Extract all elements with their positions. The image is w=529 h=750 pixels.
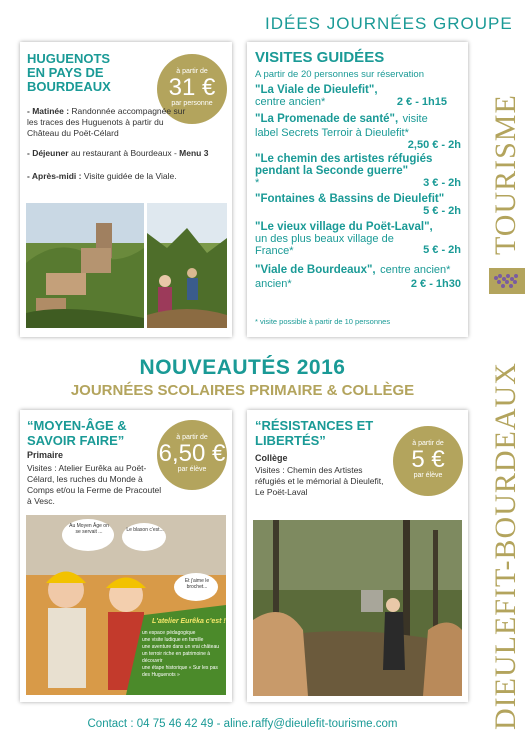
- brand-vertical-text: DIEULEFIT-BOURDEAUX: [489, 362, 522, 730]
- visites-subtitle: A partir de 20 personnes sur réservation: [255, 69, 424, 80]
- morning-bullet: - Matinée : Randonnée accompagnée sur les traces des Huguenots à partir du Château du Poët-Célard: [27, 106, 186, 138]
- visites-card: [247, 42, 468, 337]
- nouveautes-title: NOUVEAUTÉS 2016: [139, 356, 346, 379]
- huguenots-price-badge: à partir de 31 € par personne: [157, 54, 227, 124]
- huguenots-card: [20, 42, 232, 337]
- visit-item: "La Viale de Dieulefit", centre ancien* 2 € - 1h15: [255, 84, 447, 108]
- page-header-title: IDÉES JOURNÉES GROUPE: [265, 14, 513, 33]
- visites-footnote: * visite possible à partir de 10 personnes: [255, 317, 391, 326]
- hikers-photo: [147, 203, 227, 328]
- visit-item: "Le vieux village du Poët-Laval", un des plus beaux village de France* 5 € - 2h: [255, 221, 461, 257]
- eureka-panel-list: un espace pédagogique une visite ludique en famille une aventure dans un vrai château un terroir riche en patrimoine à découvrir une étape historique « Sur les pas des Huguenots »: [142, 630, 219, 678]
- visit-item: "La Promenade de santé", visite label Secrets Terroir à Dieulefit* 2,50 € - 2h: [255, 113, 461, 151]
- visit-item: "Le chemin des artistes réfugiés pendant la Seconde guerre" * 3 € - 2h: [255, 153, 461, 189]
- lavender-logo: [489, 268, 525, 304]
- visites-title: VISITES GUIDÉES: [255, 49, 385, 66]
- eureka-panel-title: L'atelier Eurêka c'est !: [152, 618, 226, 625]
- moyenage-title: “MOYEN-ÂGE & SAVOIR FAIRE”: [27, 418, 127, 448]
- lavender-icon: [489, 268, 525, 304]
- moyenage-level: Primaire: [27, 450, 64, 460]
- resistances-level: Collège: [255, 453, 288, 463]
- visites-list: [255, 84, 461, 290]
- nouveautes-subtitle: JOURNÉES SCOLAIRES PRIMAIRE & COLLÈGE: [70, 382, 415, 399]
- village-photo: [26, 203, 144, 328]
- moyenage-desc: Visites : Atelier Eurêka au Poët-Célard, les ruches du Monde à Comps et/ou la Ferme de Pracoutel à Vesc.: [27, 463, 162, 506]
- resistances-card: [247, 410, 468, 702]
- eureka-photo: [26, 515, 226, 695]
- resistances-price-badge: à partir de 5 € par élève: [393, 426, 463, 496]
- tourisme-vertical-text: TOURISME: [489, 94, 522, 255]
- resistances-desc: Visites : Chemin des Artistes réfugiés et le mémorial à Dieulefit, Le Poët-Laval: [255, 465, 384, 497]
- moyenage-card: [20, 410, 232, 702]
- visit-item: "Fontaines & Bassins de Dieulefit" 5 € - 2h: [255, 193, 461, 217]
- bubble-1: Au Moyen Âge on se servait ...: [69, 523, 109, 535]
- side-band: [485, 0, 529, 750]
- afternoon-bullet: - Après-midi : Visite guidée de la Viale.: [27, 171, 177, 181]
- contact-line: Contact : 04 75 46 42 49 - aline.raffy@dieulefit-tourisme.com: [87, 718, 398, 730]
- moyenage-price-badge: à partir de 6,50 € par élève: [157, 420, 227, 490]
- bubble-2: Le blason c'est...: [126, 527, 164, 533]
- lunch-bullet: - Déjeuner au restaurant à Bourdeaux - Menu 3: [27, 148, 209, 158]
- huguenots-title: HUGUENOTS EN PAYS DE BOURDEAUX: [27, 51, 111, 94]
- visit-item: "Viale de Bourdeaux", centre ancien* ancien* 2 € - 1h30: [255, 264, 461, 290]
- bubble-3: Et j'aime le brochet...: [184, 578, 210, 590]
- memorial-photo: [253, 520, 462, 696]
- resistances-title: “RÉSISTANCES ET LIBERTÉS”: [255, 418, 374, 448]
